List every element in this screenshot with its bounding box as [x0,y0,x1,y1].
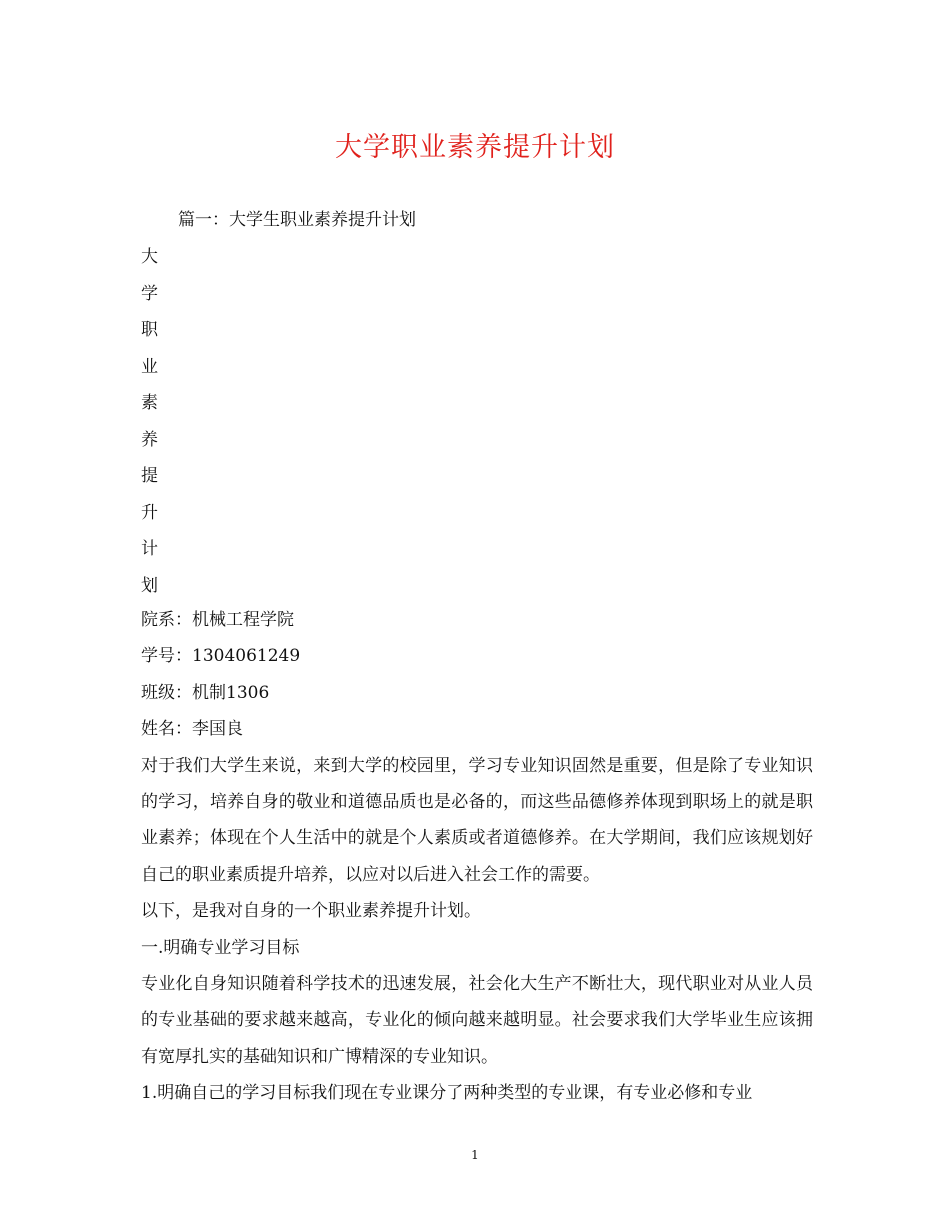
vertical-char: 学 [141,283,158,304]
vertical-char: 养 [141,429,158,450]
vertical-char: 职 [141,320,158,340]
vertical-char: 计 [141,539,158,559]
vertical-char: 升 [141,502,158,523]
intro-end-paragraph: 以下，是我对自身的一个职业素养提升计划。 [141,901,481,922]
page-number: 1 [471,1148,479,1162]
info-name: 姓名：李国良 [141,719,243,740]
info-department: 院系：机械工程学院 [141,610,294,630]
info-class: 班级：机制1306 [141,682,270,703]
vertical-char: 提 [141,466,158,486]
document-title: 大学职业素养提升计划 [335,132,615,163]
vertical-char: 划 [141,575,158,596]
vertical-char: 业 [141,356,158,377]
list-item: 1.明确自己的学习目标我们现在专业课分了两种类型的专业课，有专业必修和专业 [141,1083,753,1104]
info-student-id: 学号：1304061249 [141,646,301,667]
subtitle: 篇一：大学生职业素养提升计划 [178,210,416,230]
vertical-title [141,240,181,605]
section-heading: 一.明确专业学习目标 [141,937,300,958]
vertical-char: 素 [141,393,158,413]
intro-paragraph: 对于我们大学生来说，来到大学的校园里，学习专业知识固然是重要，但是除了专业知识的学习，培养自身的敬业和道德品质也是必备的，而这些品德修养体现到职场上的就是职业素养；体现在个人生活中的就是个人素质或者道德修养。在大学期间，我们应该规划好自己的职业素质提升培养，以应对以后进入社会工作的需要。 [141,755,813,885]
section-body-paragraph: 专业化自身知识随着科学技术的迅速发展，社会化大生产不断壮大，现代职业对从业人员的专业基础的要求越来越高，专业化的倾向越来越明显。社会要求我们大学毕业生应该拥有宽厚扎实的基础知识和广博精深的专业知识。 [141,974,813,1067]
vertical-char: 大 [141,247,158,267]
document-body [141,602,813,1112]
